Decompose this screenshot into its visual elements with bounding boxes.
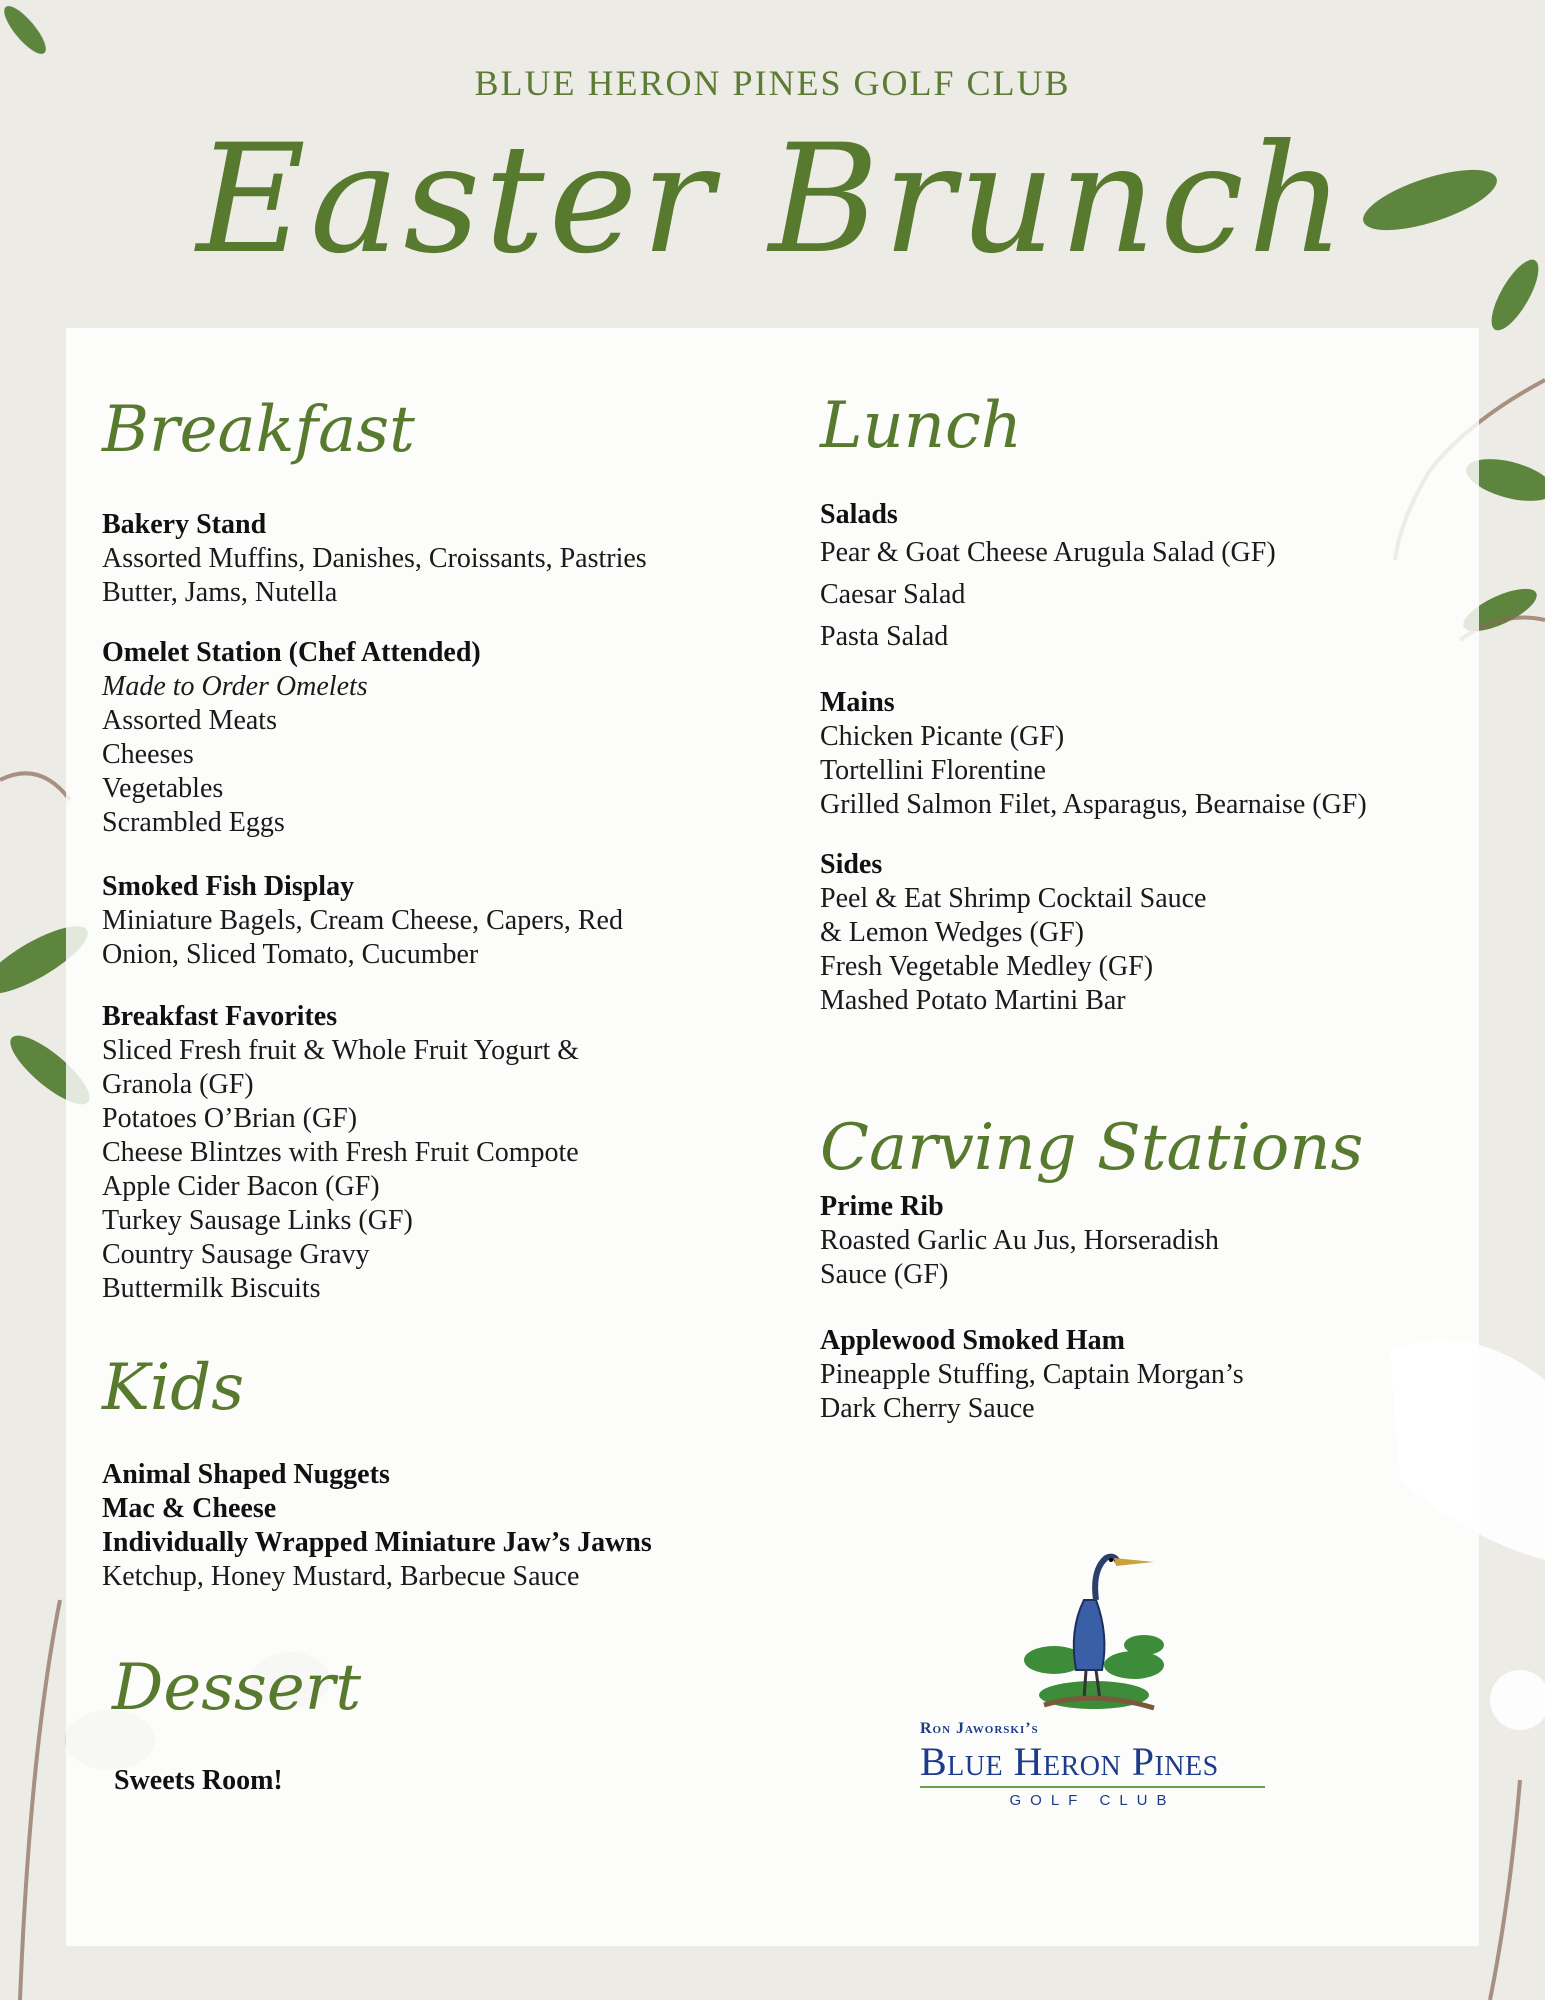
menu-item: & Lemon Wedges (GF) xyxy=(820,917,1084,948)
menu-item: Miniature Bagels, Cream Cheese, Capers, Red xyxy=(102,905,623,936)
omelet-station-group xyxy=(102,636,822,840)
menu-item: Onion, Sliced Tomato, Cucumber xyxy=(102,939,479,970)
menu-item: Grilled Salmon Filet, Asparagus, Bearnaise (GF) xyxy=(820,789,1367,820)
menu-item: Pear & Goat Cheese Arugula Salad (GF) xyxy=(820,537,1276,568)
menu-item: Pasta Salad xyxy=(820,621,949,652)
menu-item-heading: Animal Shaped Nuggets xyxy=(102,1459,390,1490)
logo-name-text: Blue Heron Pines xyxy=(920,1739,1219,1784)
menu-item: Apple Cider Bacon (GF) xyxy=(102,1171,380,1202)
logo-divider xyxy=(920,1786,1265,1788)
bakery-stand-heading: Bakery Stand xyxy=(102,509,267,540)
club-name-heading: BLUE HERON PINES GOLF CLUB xyxy=(474,63,1071,103)
heron-icon xyxy=(1014,1540,1174,1720)
menu-item: Granola (GF) xyxy=(102,1069,254,1100)
carving-stations-section-title: Carving Stations xyxy=(820,1111,1364,1185)
menu-item: Sliced Fresh fruit & Whole Fruit Yogurt & xyxy=(102,1035,580,1066)
smoked-fish-heading: Smoked Fish Display xyxy=(102,871,355,902)
menu-item: Vegetables xyxy=(102,773,224,804)
menu-item: Pineapple Stuffing, Captain Morgan’s xyxy=(820,1359,1244,1390)
breakfast-favorites-heading: Breakfast Favorites xyxy=(102,1001,338,1032)
menu-item: Peel & Eat Shrimp Cocktail Sauce xyxy=(820,883,1207,914)
club-logo xyxy=(904,1540,1284,1820)
salads-heading: Salads xyxy=(820,499,898,530)
menu-item: Turkey Sausage Links (GF) xyxy=(102,1205,413,1236)
dessert-section-title: Dessert xyxy=(112,1651,362,1725)
menu-item: Buttermilk Biscuits xyxy=(102,1273,321,1304)
menu-item: Cheeses xyxy=(102,739,194,770)
menu-item: Scrambled Eggs xyxy=(102,807,285,838)
menu-item: Tortellini Florentine xyxy=(820,755,1046,786)
kids-section-title: Kids xyxy=(102,1351,245,1425)
bakery-stand-group xyxy=(102,508,822,610)
mains-heading: Mains xyxy=(820,687,895,718)
menu-item: Assorted Meats xyxy=(102,705,277,736)
salads-group xyxy=(820,498,1470,658)
prime-rib-group xyxy=(820,1190,1470,1292)
menu-item: Roasted Garlic Au Jus, Horseradish xyxy=(820,1225,1219,1256)
smoked-fish-group xyxy=(102,870,822,972)
menu-item-heading: Individually Wrapped Miniature Jaw’s Jawns xyxy=(102,1527,652,1558)
menu-item: Caesar Salad xyxy=(820,579,966,610)
omelet-station-heading: Omelet Station (Chef Attended) xyxy=(102,637,481,668)
lunch-section-title: Lunch xyxy=(820,389,1022,463)
applewood-ham-heading: Applewood Smoked Ham xyxy=(820,1325,1125,1356)
sides-group xyxy=(820,848,1470,1018)
menu-item: Assorted Muffins, Danishes, Croissants, Pastries xyxy=(102,543,647,574)
breakfast-favorites-group xyxy=(102,1000,822,1306)
applewood-ham-group xyxy=(820,1324,1470,1426)
logo-subtitle-text: GOLF CLUB xyxy=(1009,1792,1176,1809)
menu-item: Butter, Jams, Nutella xyxy=(102,577,338,608)
kids-group xyxy=(102,1458,822,1594)
breakfast-section-title: Breakfast xyxy=(102,393,415,467)
menu-item: Chicken Picante (GF) xyxy=(820,721,1065,752)
menu-item: Ketchup, Honey Mustard, Barbecue Sauce xyxy=(102,1561,580,1592)
menu-item-heading: Mac & Cheese xyxy=(102,1493,277,1524)
menu-item: Dark Cherry Sauce xyxy=(820,1393,1035,1424)
menu-item: Cheese Blintzes with Fresh Fruit Compote xyxy=(102,1137,579,1168)
sides-heading: Sides xyxy=(820,849,883,880)
dessert-group xyxy=(114,1764,834,1798)
omelet-subtitle: Made to Order Omelets xyxy=(102,671,368,702)
menu-item: Fresh Vegetable Medley (GF) xyxy=(820,951,1154,982)
prime-rib-heading: Prime Rib xyxy=(820,1191,944,1222)
menu-item: Mashed Potato Martini Bar xyxy=(820,985,1126,1016)
page-title: Easter Brunch xyxy=(196,113,1349,287)
logo-owner-text: Ron Jaworski’s xyxy=(920,1720,1039,1737)
sweets-room-heading: Sweets Room! xyxy=(114,1765,283,1796)
menu-item: Potatoes O’Brian (GF) xyxy=(102,1103,358,1134)
menu-item: Country Sausage Gravy xyxy=(102,1239,370,1270)
mains-group xyxy=(820,686,1470,822)
menu-item: Sauce (GF) xyxy=(820,1259,949,1290)
